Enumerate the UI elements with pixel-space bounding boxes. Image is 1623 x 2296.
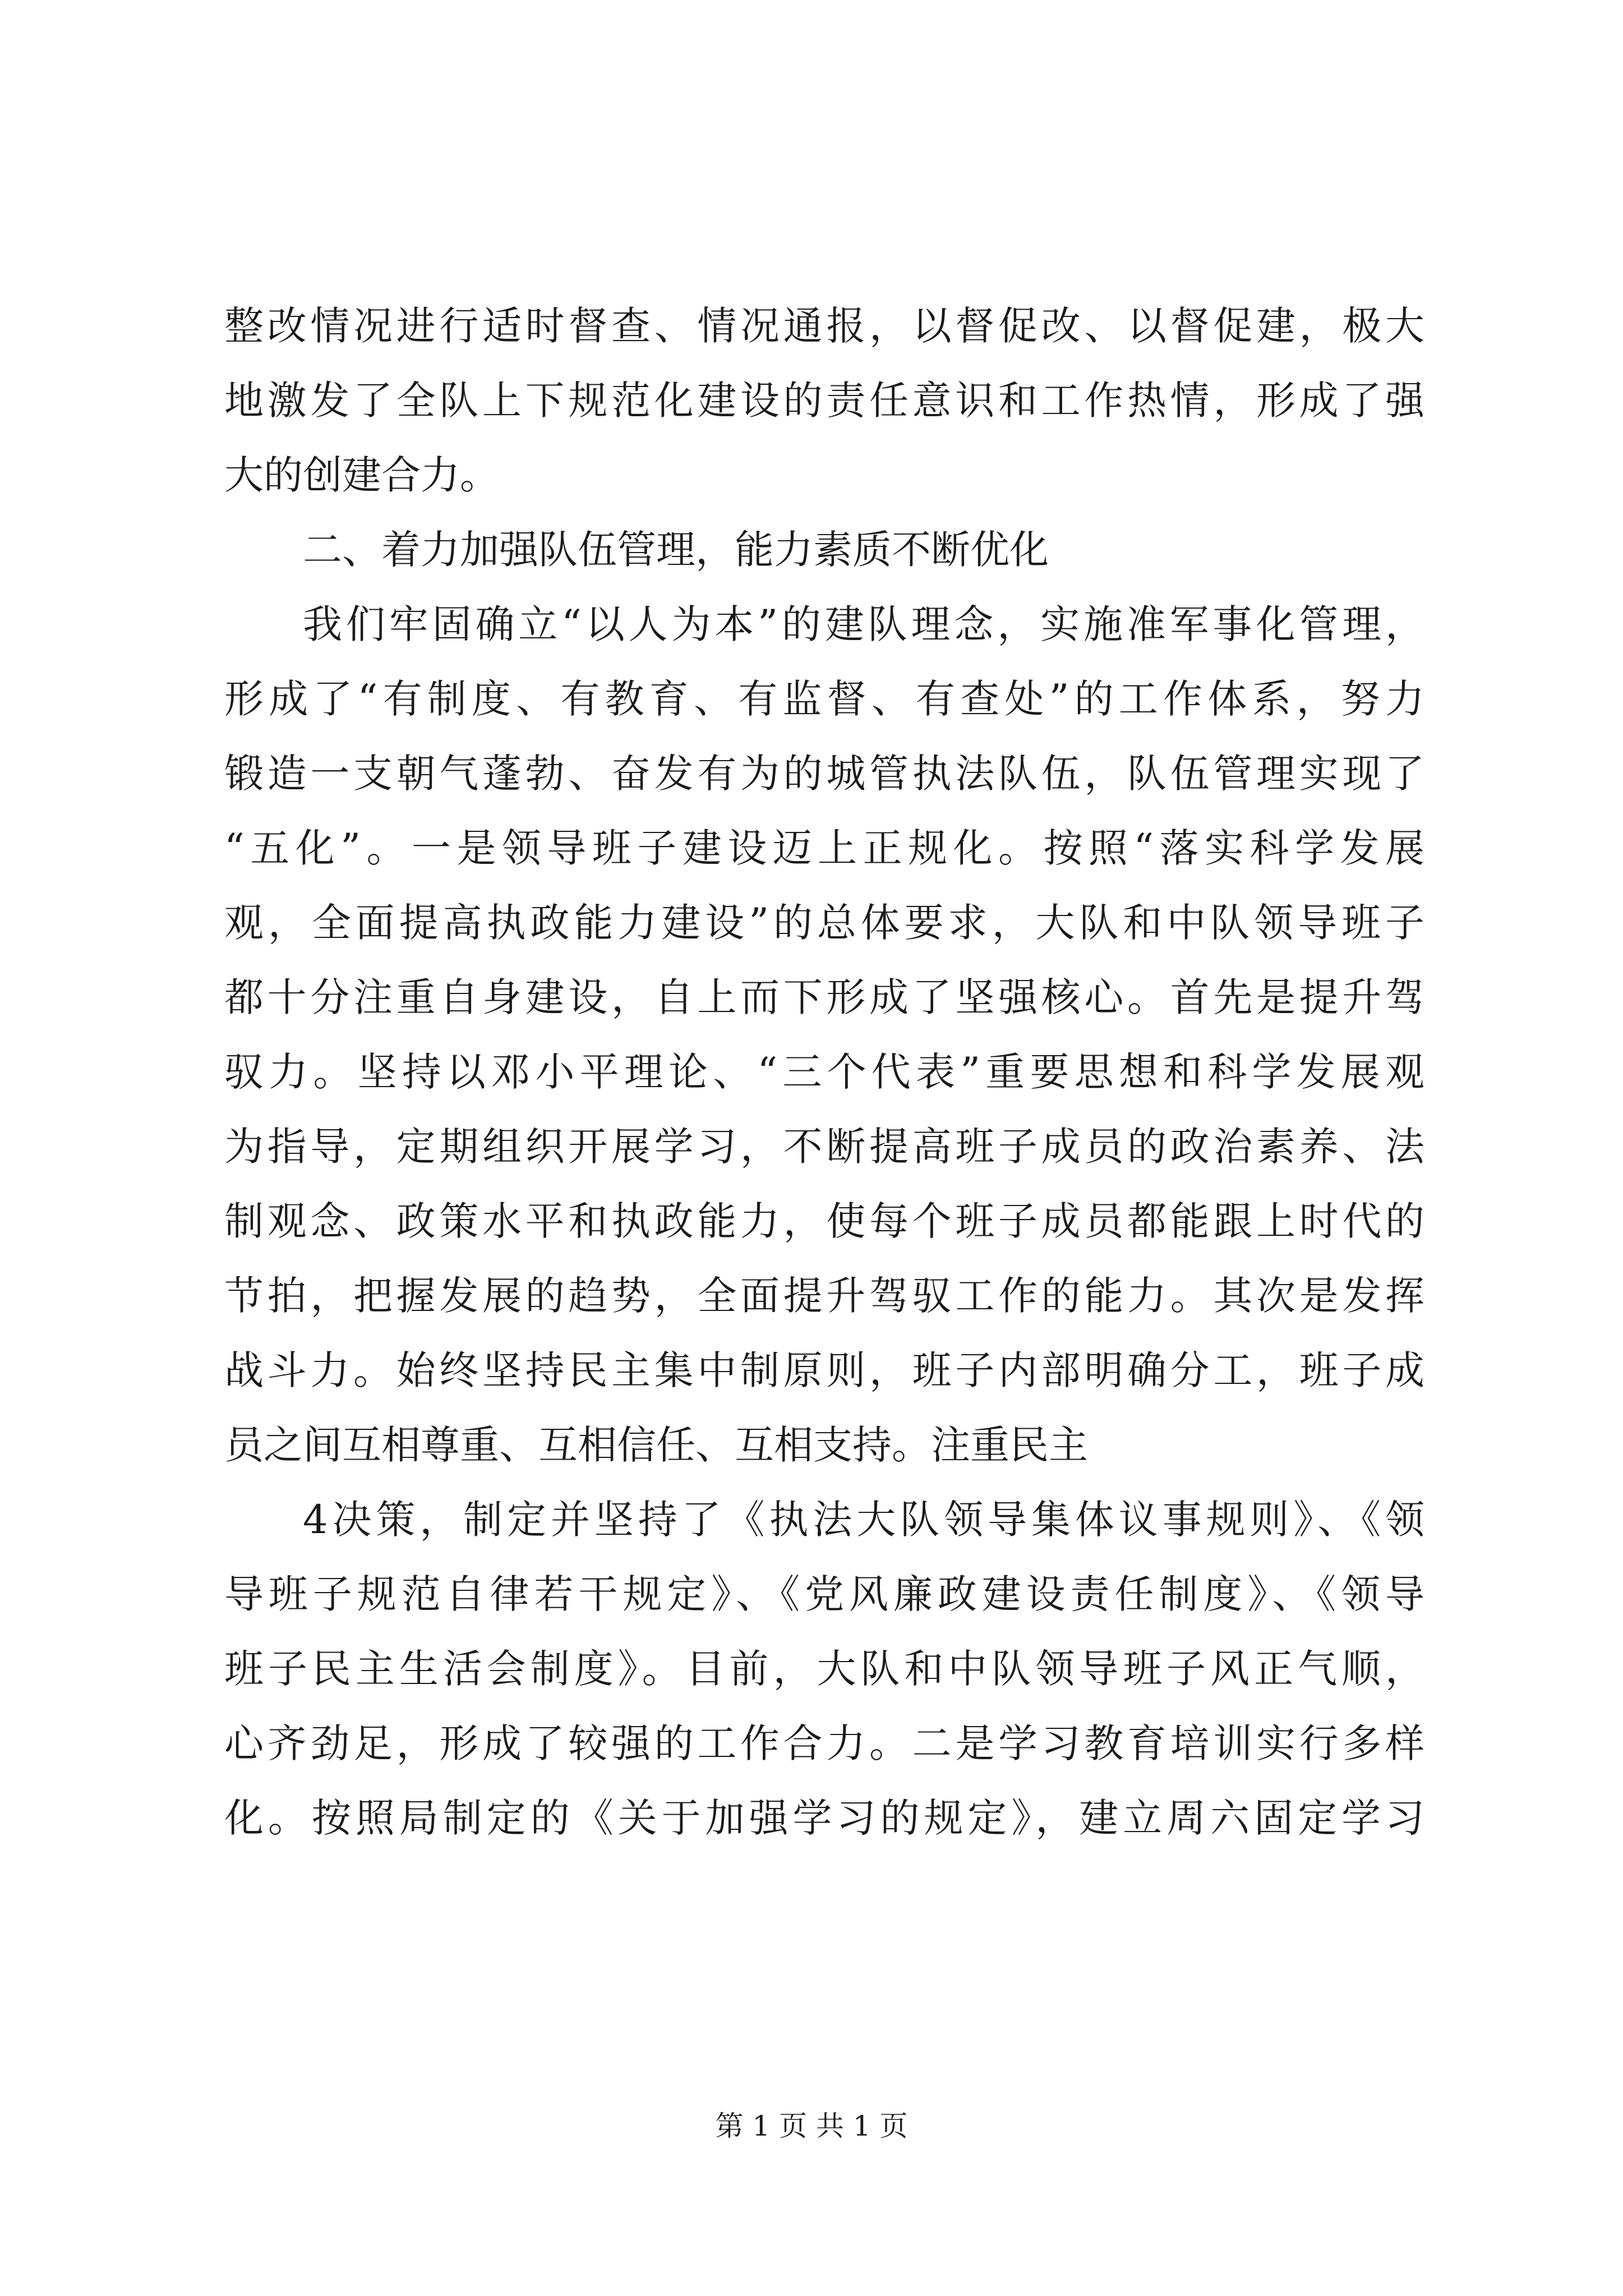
text-line: 员之间互相尊重、互相信任、互相支持。注重民主 (224, 1422, 1088, 1468)
text-line: 化。按照局制定的《关于加强学习的规定》，建立周六固定学习 (224, 1795, 1424, 1841)
text-line: 都十分注重自身建设，自上而下形成了坚强核心。首先是提升驾 (224, 974, 1424, 1020)
text-line: 导班子规范自律若干规定》、《党风廉政建设责任制度》、《领导 (224, 1571, 1424, 1617)
text-line: 形成了“有制度、有教育、有监督、有查处”的工作体系，努力 (224, 676, 1424, 722)
text-line: 驭力。坚持以邓小平理论、“三个代表”重要思想和科学发展观 (224, 1049, 1424, 1095)
text-line: 为指导，定期组织开展学习，不断提高班子成员的政治素养、法 (224, 1124, 1424, 1170)
section-heading: 二、着力加强队伍管理，能力素质不断优化 (303, 527, 1049, 573)
text-line: 地激发了全队上下规范化建设的责任意识和工作热情，形成了强 (224, 378, 1424, 424)
text-line: 整改情况进行适时督查、情况通报，以督促改、以督促建，极大 (224, 303, 1424, 349)
text-line: 节拍，把握发展的趋势，全面提升驾驭工作的能力。其次是发挥 (224, 1273, 1424, 1319)
page-footer (0, 2106, 1623, 2146)
text-line: 大的创建合力。 (224, 452, 499, 498)
text-line: “五化”。一是领导班子建设迈上正规化。按照“落实科学发展 (224, 825, 1424, 871)
text-line: 观，全面提高执政能力建设”的总体要求，大队和中队领导班子 (224, 900, 1424, 946)
text-line: 心齐劲足，形成了较强的工作合力。二是学习教育培训实行多样 (224, 1720, 1424, 1766)
text-line: 制观念、政策水平和执政能力，使每个班子成员都能跟上时代的 (224, 1198, 1424, 1244)
text-line: 战斗力。始终坚持民主集中制原则，班子内部明确分工，班子成 (224, 1347, 1424, 1393)
page-number-label: 第 1 页 共 1 页 (715, 2110, 908, 2142)
text-line: 班子民主生活会制度》。目前，大队和中队领导班子风正气顺， (224, 1646, 1424, 1692)
text-line: 4决策，制定并坚持了《执法大队领导集体议事规则》、《领 (303, 1497, 1424, 1543)
text-line: 锻造一支朝气蓬勃、奋发有为的城管执法队伍，队伍管理实现了 (224, 751, 1424, 797)
body-text (224, 289, 1424, 1856)
text-line: 我们牢固确立“以人为本”的建队理念，实施准军事化管理， (303, 601, 1424, 647)
